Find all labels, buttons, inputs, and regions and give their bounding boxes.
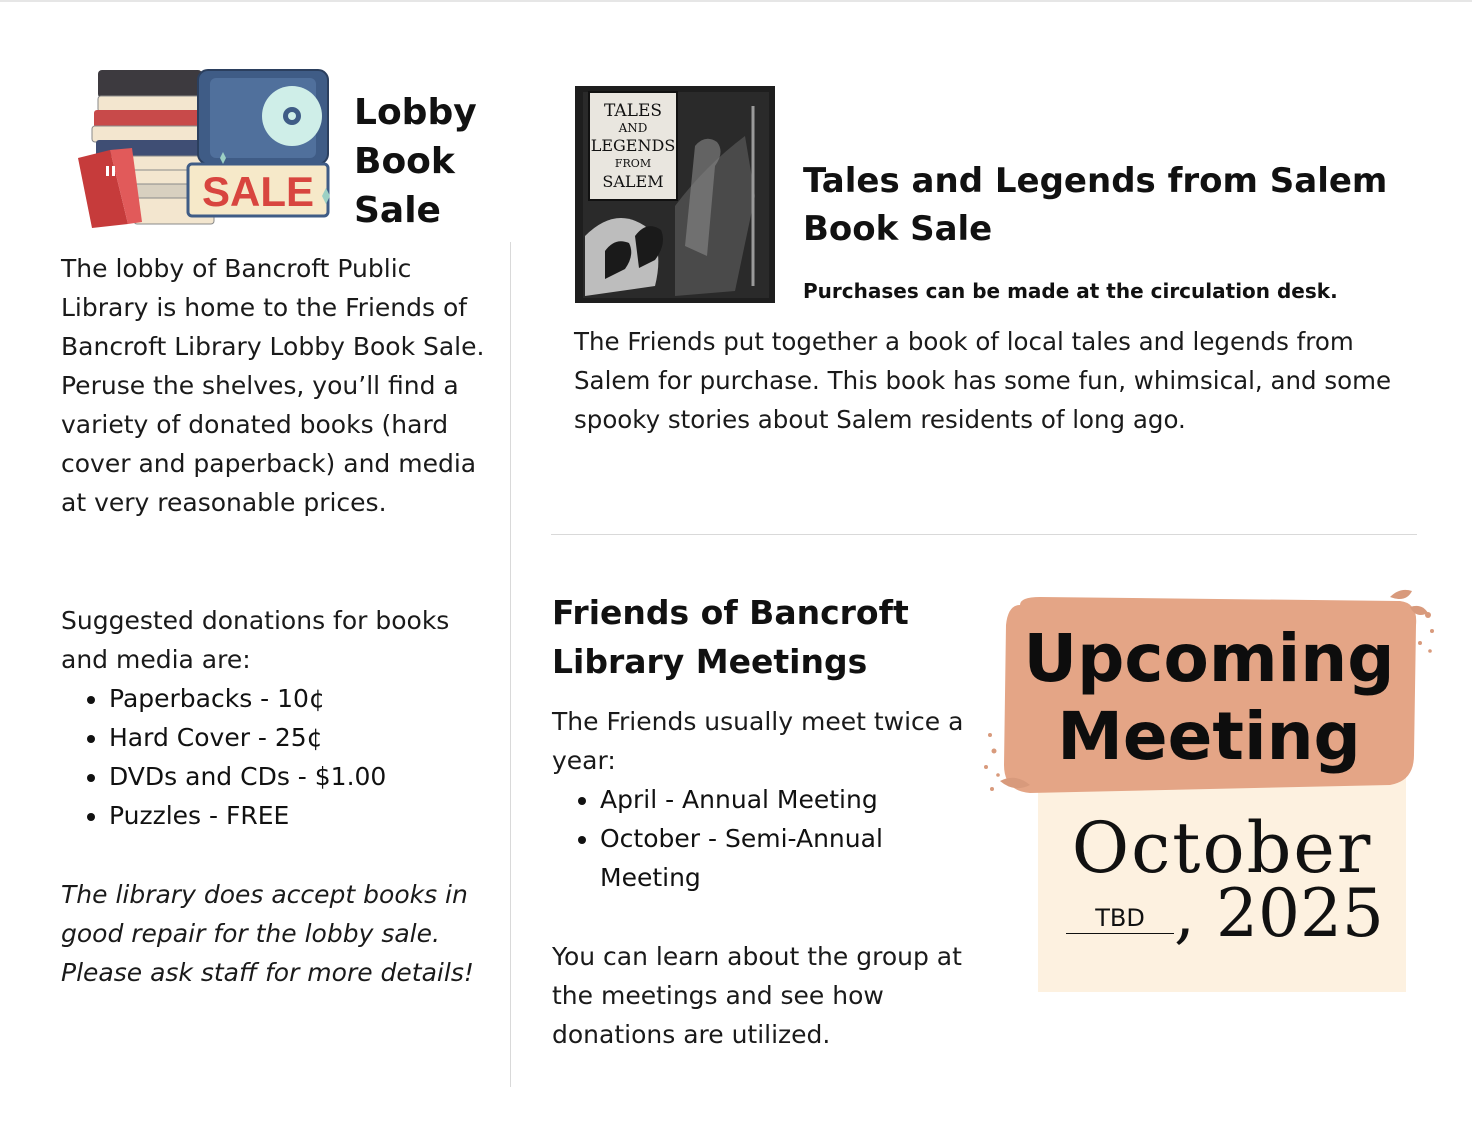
list-item: • Puzzles - FREE xyxy=(109,796,386,835)
lobby-title-line: Sale xyxy=(354,190,441,231)
cover-line: LEGENDS xyxy=(590,136,676,155)
sale-banner-text: SALE xyxy=(201,168,315,215)
cover-line: AND xyxy=(618,121,648,135)
list-item: • DVDs and CDs - $1.00 xyxy=(109,757,386,796)
lobby-title-line: Book xyxy=(354,141,455,182)
donation-note: The library does accept books in good repair for the lobby sale. Please ask staff for more details! xyxy=(61,880,474,987)
upcoming-line: Meeting xyxy=(1057,698,1361,775)
column-divider xyxy=(510,242,511,1087)
list-item: • Paperbacks - 10¢ xyxy=(109,679,386,718)
section-divider xyxy=(551,534,1417,535)
donations-intro: Suggested donations for books and media are: xyxy=(61,606,450,674)
meetings-intro: The Friends usually meet twice a year: xyxy=(552,707,964,775)
list-item: • April - Annual Meeting xyxy=(600,780,980,819)
meeting-month: October xyxy=(1071,807,1373,889)
meetings-section-title: Friends of Bancroft Library Meetings xyxy=(552,593,909,681)
book-sale-illustration xyxy=(70,66,342,232)
cover-line: SALEM xyxy=(602,172,664,191)
meeting-year: , 2025 xyxy=(1174,875,1384,952)
meetings-outro: You can learn about the group at the meetings and see how donations are utilized. xyxy=(552,942,962,1049)
tales-section-title: Tales and Legends from Salem Book Sale xyxy=(803,161,1388,249)
top-border xyxy=(0,0,1472,2)
meeting-day-placeholder: TBD xyxy=(1066,903,1174,934)
lobby-book-sale-title xyxy=(354,88,477,235)
meetings-list xyxy=(552,780,980,897)
upcoming-meeting-heading xyxy=(1003,620,1415,776)
tales-purchase-note: Purchases can be made at the circulation desk. xyxy=(803,279,1338,303)
list-item: • Hard Cover - 25¢ xyxy=(109,718,386,757)
cover-line: FROM xyxy=(614,157,652,170)
tales-description: The Friends put together a book of local tales and legends from Salem for purchase. This book has some fun, whimsical, and some spooky stories about Salem residents of long ago. xyxy=(574,327,1392,434)
lobby-intro-paragraph: The lobby of Bancroft Public Library is home to the Friends of Bancroft Library Lobby Book Sale. Peruse the shelves, you’ll find a variety of donated books (hard cover and paperback) and media at very reasonable prices. xyxy=(61,254,485,517)
upcoming-line: Upcoming xyxy=(1023,620,1395,697)
price-list xyxy=(61,679,386,835)
cover-line: TALES xyxy=(603,101,663,121)
list-item: • October - Semi-Annual Meeting xyxy=(600,819,980,897)
lobby-title-line: Lobby xyxy=(354,92,477,133)
tales-book-cover xyxy=(575,86,775,303)
